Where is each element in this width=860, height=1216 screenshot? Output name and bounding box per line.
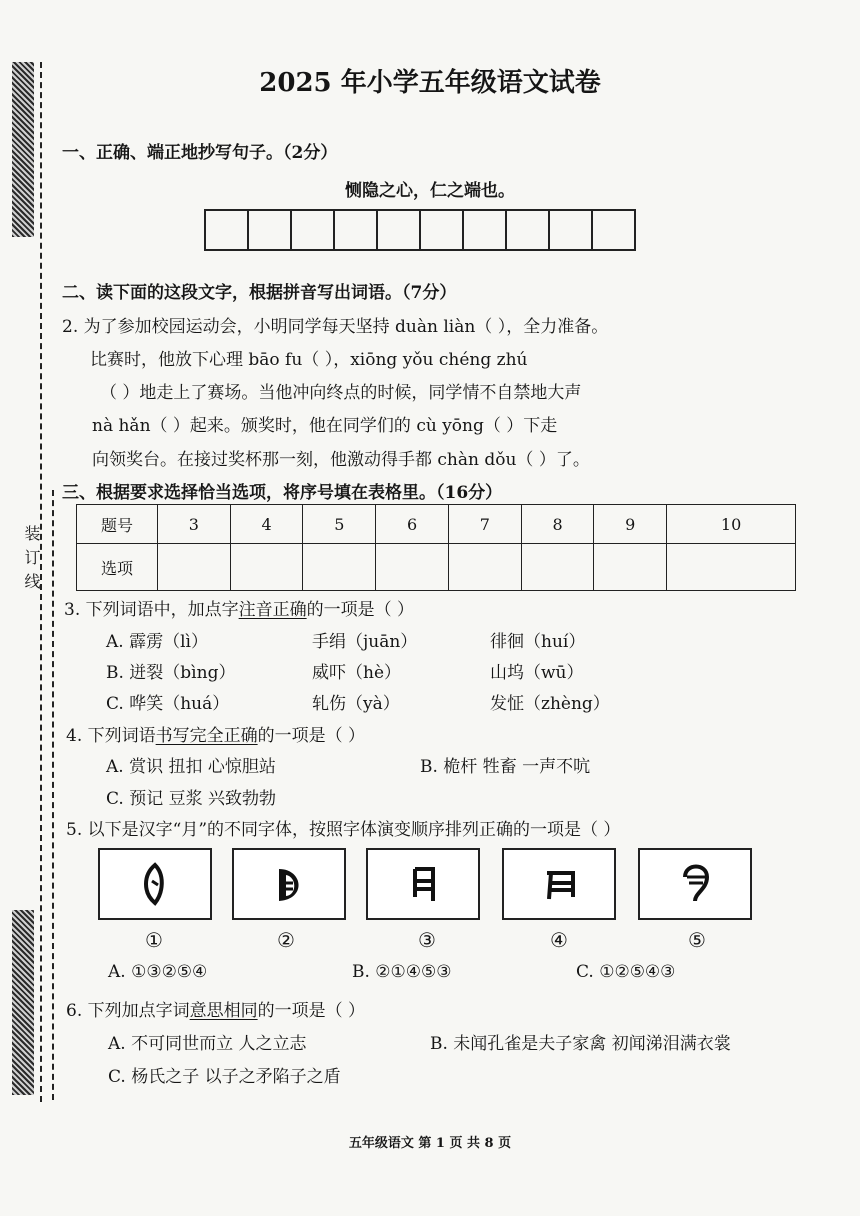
question-3-stem [64, 595, 414, 620]
section-2-heading: 二、读下面的这段文字，根据拼音写出词语。（7分） [62, 283, 457, 303]
q5-option-c: C. ①②⑤④③ [576, 962, 676, 982]
regular-yue-icon [502, 848, 616, 920]
writing-cell[interactable] [378, 211, 421, 249]
passage-line: （ ）地走上了赛场。当他冲向终点的时候，同学情不自禁地大声 [100, 383, 582, 403]
glyph-label: ③ [418, 928, 436, 952]
answer-cell[interactable] [158, 544, 231, 591]
glyph-label: ⑤ [688, 928, 706, 952]
writing-cell[interactable] [593, 211, 634, 249]
q3-option: A. 霹雳（lì） [106, 632, 208, 652]
question-4-stem [66, 721, 365, 746]
answer-cell[interactable] [521, 544, 594, 591]
glyph-label: ④ [550, 928, 568, 952]
passage-line: 2. 为了参加校园运动会，小明同学每天坚持 duàn liàn（ ），全力准备。 [62, 317, 609, 337]
question-number: 3 [158, 505, 231, 544]
q5-option-b: B. ②①④⑤③ [352, 962, 452, 982]
page-footer: 五年级语文 第 1 页 共 8 页 [348, 1136, 512, 1151]
glyph-label: ② [277, 928, 295, 952]
answer-cell[interactable] [448, 544, 521, 591]
writing-cell[interactable] [507, 211, 550, 249]
q3-option: C. 哗笑（huá） [106, 694, 230, 714]
writing-cell[interactable] [292, 211, 335, 249]
answer-table-header: 题号 [77, 505, 158, 544]
oracle-bone-yue-icon [98, 848, 212, 920]
stem-underlined: 书写完全正确 [155, 726, 258, 746]
answer-table [76, 504, 796, 591]
seal-yue-icon [638, 848, 752, 920]
question-number: 6 [376, 505, 449, 544]
writing-cell[interactable] [550, 211, 593, 249]
question-number: 5 [303, 505, 376, 544]
stem-underlined: 注音正确 [238, 600, 307, 620]
stem-text: 的一项是（ ） [257, 1001, 366, 1021]
question-number: 7 [448, 505, 521, 544]
question-6-stem [66, 996, 365, 1021]
copy-sentence: 恻隐之心，仁之端也。 [345, 181, 515, 201]
writing-cell[interactable] [206, 211, 249, 249]
clerical-yue-icon [366, 848, 480, 920]
answer-table-row-label: 选项 [77, 544, 158, 591]
question-number: 8 [521, 505, 594, 544]
writing-cell[interactable] [249, 211, 292, 249]
writing-cell[interactable] [464, 211, 507, 249]
writing-grid[interactable] [204, 209, 636, 251]
question-5-stem: 5. 以下是汉字“月”的不同字体，按照字体演变顺序排列正确的一项是（ ） [66, 820, 621, 840]
stem-text: 4. 下列词语 [66, 726, 156, 746]
question-number: 4 [230, 505, 303, 544]
section-1-heading: 一、正确、端正地抄写句子。（2分） [62, 143, 338, 163]
q3-option: B. 迸裂（bìng） [106, 663, 236, 683]
page-title: 2025 年小学五年级语文试卷 [259, 68, 601, 98]
answer-cell[interactable] [667, 544, 796, 591]
answer-cell[interactable] [230, 544, 303, 591]
q3-option: 威吓（hè） [312, 663, 402, 683]
answer-cell[interactable] [303, 544, 376, 591]
q6-option-a: A. 不可同世而立 人之立志 [108, 1034, 307, 1054]
passage-line: nà hǎn（ ）起来。颁奖时，他在同学们的 cù yōng（ ）下走 [92, 416, 558, 436]
q5-option-a: A. ①③②⑤④ [108, 962, 208, 982]
question-number: 10 [667, 505, 796, 544]
q4-option-a: A. 赏识 扭扣 心惊胆站 [106, 757, 276, 777]
answer-cell[interactable] [376, 544, 449, 591]
q3-option: 山坞（wū） [490, 663, 584, 683]
section-3-heading: 三、根据要求选择恰当选项，将序号填在表格里。（16分） [62, 483, 503, 503]
q3-option: 手绢（juān） [312, 632, 418, 652]
glyph-label: ① [145, 928, 163, 952]
passage-line: 比赛时，他放下心理 bāo fu（ ），xiōng yǒu chéng zhú [90, 350, 528, 370]
question-number: 9 [594, 505, 667, 544]
q4-option-c: C. 预记 豆浆 兴致勃勃 [106, 789, 277, 809]
bronze-yue-icon [232, 848, 346, 920]
binding-dashed-line-inner [52, 490, 54, 1100]
stem-text: 6. 下列加点字词 [66, 1001, 190, 1021]
q4-option-b: B. 桅杆 牲畜 一声不吭 [420, 757, 591, 777]
q3-option: 轧伤（yà） [312, 694, 400, 714]
passage-line: 向领奖台。在接过奖杯那一刻，他激动得手都 chàn dǒu（ ）了。 [92, 450, 590, 470]
binding-strip-bottom [12, 910, 34, 1095]
q6-option-b: B. 未闻孔雀是夫子家禽 初闻涕泪满衣裳 [430, 1034, 731, 1054]
binding-line-label: 装订线 [22, 525, 41, 597]
stem-text: 3. 下列词语中，加点字 [64, 600, 239, 620]
stem-underlined: 意思相同 [189, 1001, 258, 1021]
stem-text: 的一项是（ ） [257, 726, 366, 746]
answer-cell[interactable] [594, 544, 667, 591]
q6-option-c: C. 杨氏之子 以子之矛陷子之盾 [108, 1067, 341, 1087]
q3-option: 徘徊（huí） [490, 632, 586, 652]
writing-cell[interactable] [335, 211, 378, 249]
q3-option: 发怔（zhèng） [490, 694, 610, 714]
writing-cell[interactable] [421, 211, 464, 249]
stem-text: 的一项是（ ） [306, 600, 415, 620]
